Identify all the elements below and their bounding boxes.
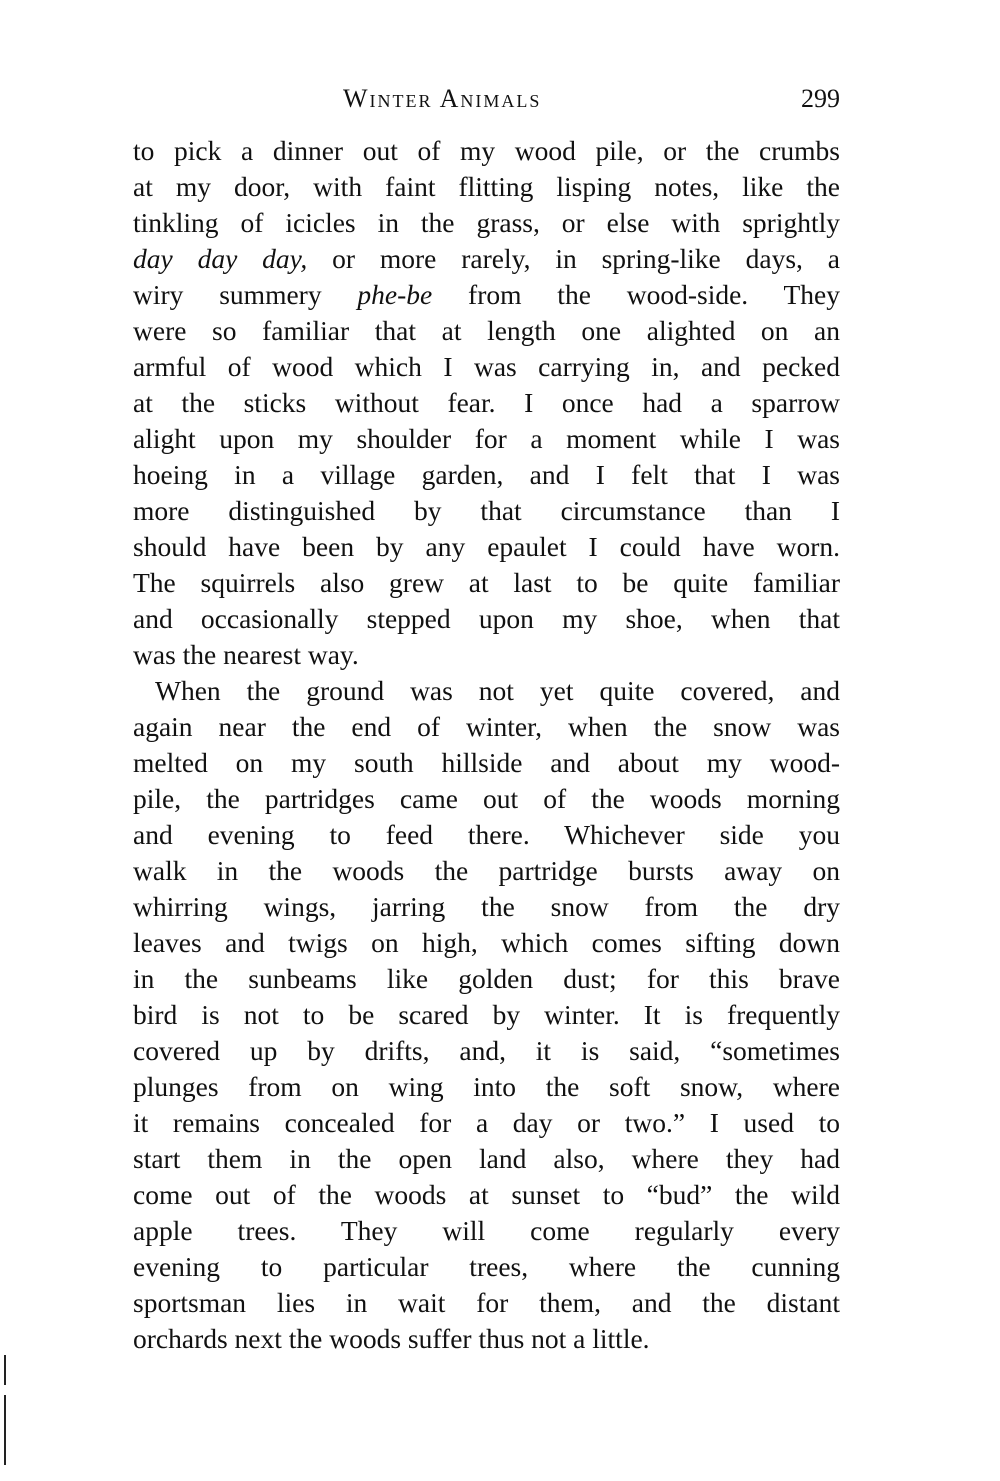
italic-text: phe-be [357,279,433,310]
text-segment: was the nearest way. [133,639,359,670]
text-segment: wiry summery [133,279,358,310]
text-line [133,745,840,781]
text-segment: or more rarely, in spring-like days, a [307,243,840,274]
text-segment: walk in the woods the partridge bursts away on [133,855,840,886]
text-line [133,889,840,925]
text-line [133,1321,840,1357]
text-line [133,457,840,493]
text-line [133,853,840,889]
text-line [133,1141,840,1177]
text-line [133,349,840,385]
scan-margin-marks [4,1355,8,1465]
text-line [133,1249,840,1285]
text-segment: from the wood-side. They [432,279,840,310]
text-line [133,1213,840,1249]
text-line [133,709,840,745]
text-line [133,1285,840,1321]
text-line [133,529,840,565]
text-line [133,565,840,601]
italic-text: day day day, [133,243,308,274]
text-line [133,601,840,637]
text-segment: When the ground was not yet quite covered, and [155,675,840,706]
text-line [133,421,840,457]
text-segment: melted on my south hillside and about my wood- [133,747,840,778]
text-segment: The squirrels also grew at last to be quite familiar [133,567,840,598]
text-segment: more distinguished by that circumstance than I [133,495,840,526]
text-segment: hoeing in a village garden, and I felt that I was [133,459,840,490]
text-segment: leaves and twigs on high, which comes sifting down [133,927,840,958]
text-line [133,205,840,241]
text-line [133,1105,840,1141]
scan-margin-mark [4,1395,6,1465]
paragraph [133,673,840,1357]
text-line [133,277,840,313]
text-line [133,925,840,961]
text-line [133,673,840,709]
text-line [133,241,840,277]
text-line [133,493,840,529]
text-segment: start them in the open land also, where they had [133,1143,840,1174]
text-segment: armful of wood which I was carrying in, and pecked [133,351,840,382]
text-segment: sportsman lies in wait for them, and the distant [133,1287,840,1318]
text-line [133,781,840,817]
text-segment: bird is not to be scared by winter. It is frequently [133,999,840,1030]
text-segment: and occasionally stepped upon my shoe, when that [133,603,840,634]
page-header [133,84,840,124]
text-segment: again near the end of winter, when the snow was [133,711,840,742]
text-segment: should have been by any epaulet I could have worn. [133,531,840,562]
text-line [133,1033,840,1069]
text-segment: at the sticks without fear. I once had a sparrow [133,387,840,418]
running-title: Winter Animals [343,84,542,113]
text-line [133,961,840,997]
text-segment: at my door, with faint flitting lisping notes, like the [133,171,840,202]
text-line [133,817,840,853]
text-line [133,385,840,421]
text-segment: evening to particular trees, where the cunning [133,1251,840,1282]
text-line [133,1069,840,1105]
text-segment: were so familiar that at length one alighted on an [133,315,840,346]
text-line [133,1177,840,1213]
text-line [133,313,840,349]
text-line [133,637,840,673]
text-segment: alight upon my shoulder for a moment while I was [133,423,840,454]
text-line [133,133,840,169]
body-text [133,133,840,1357]
text-segment: plunges from on wing into the soft snow, where [133,1071,840,1102]
text-segment: to pick a dinner out of my wood pile, or the crumbs [133,135,840,166]
paragraph [133,133,840,673]
text-line [133,997,840,1033]
text-segment: orchards next the woods suffer thus not a little. [133,1323,650,1354]
page-number: 299 [801,84,840,113]
text-segment: and evening to feed there. Whichever side you [133,819,840,850]
scan-margin-mark [4,1355,6,1385]
text-segment: whirring wings, jarring the snow from the dry [133,891,840,922]
text-segment: it remains concealed for a day or two.” I used to [133,1107,840,1138]
text-segment: pile, the partridges came out of the woods morning [133,783,840,814]
text-segment: tinkling of icicles in the grass, or else with sprightly [133,207,840,238]
text-line [133,169,840,205]
text-segment: in the sunbeams like golden dust; for this brave [133,963,840,994]
text-segment: apple trees. They will come regularly every [133,1215,840,1246]
text-segment: come out of the woods at sunset to “bud” the wild [133,1179,840,1210]
text-segment: covered up by drifts, and, it is said, “sometimes [133,1035,840,1066]
